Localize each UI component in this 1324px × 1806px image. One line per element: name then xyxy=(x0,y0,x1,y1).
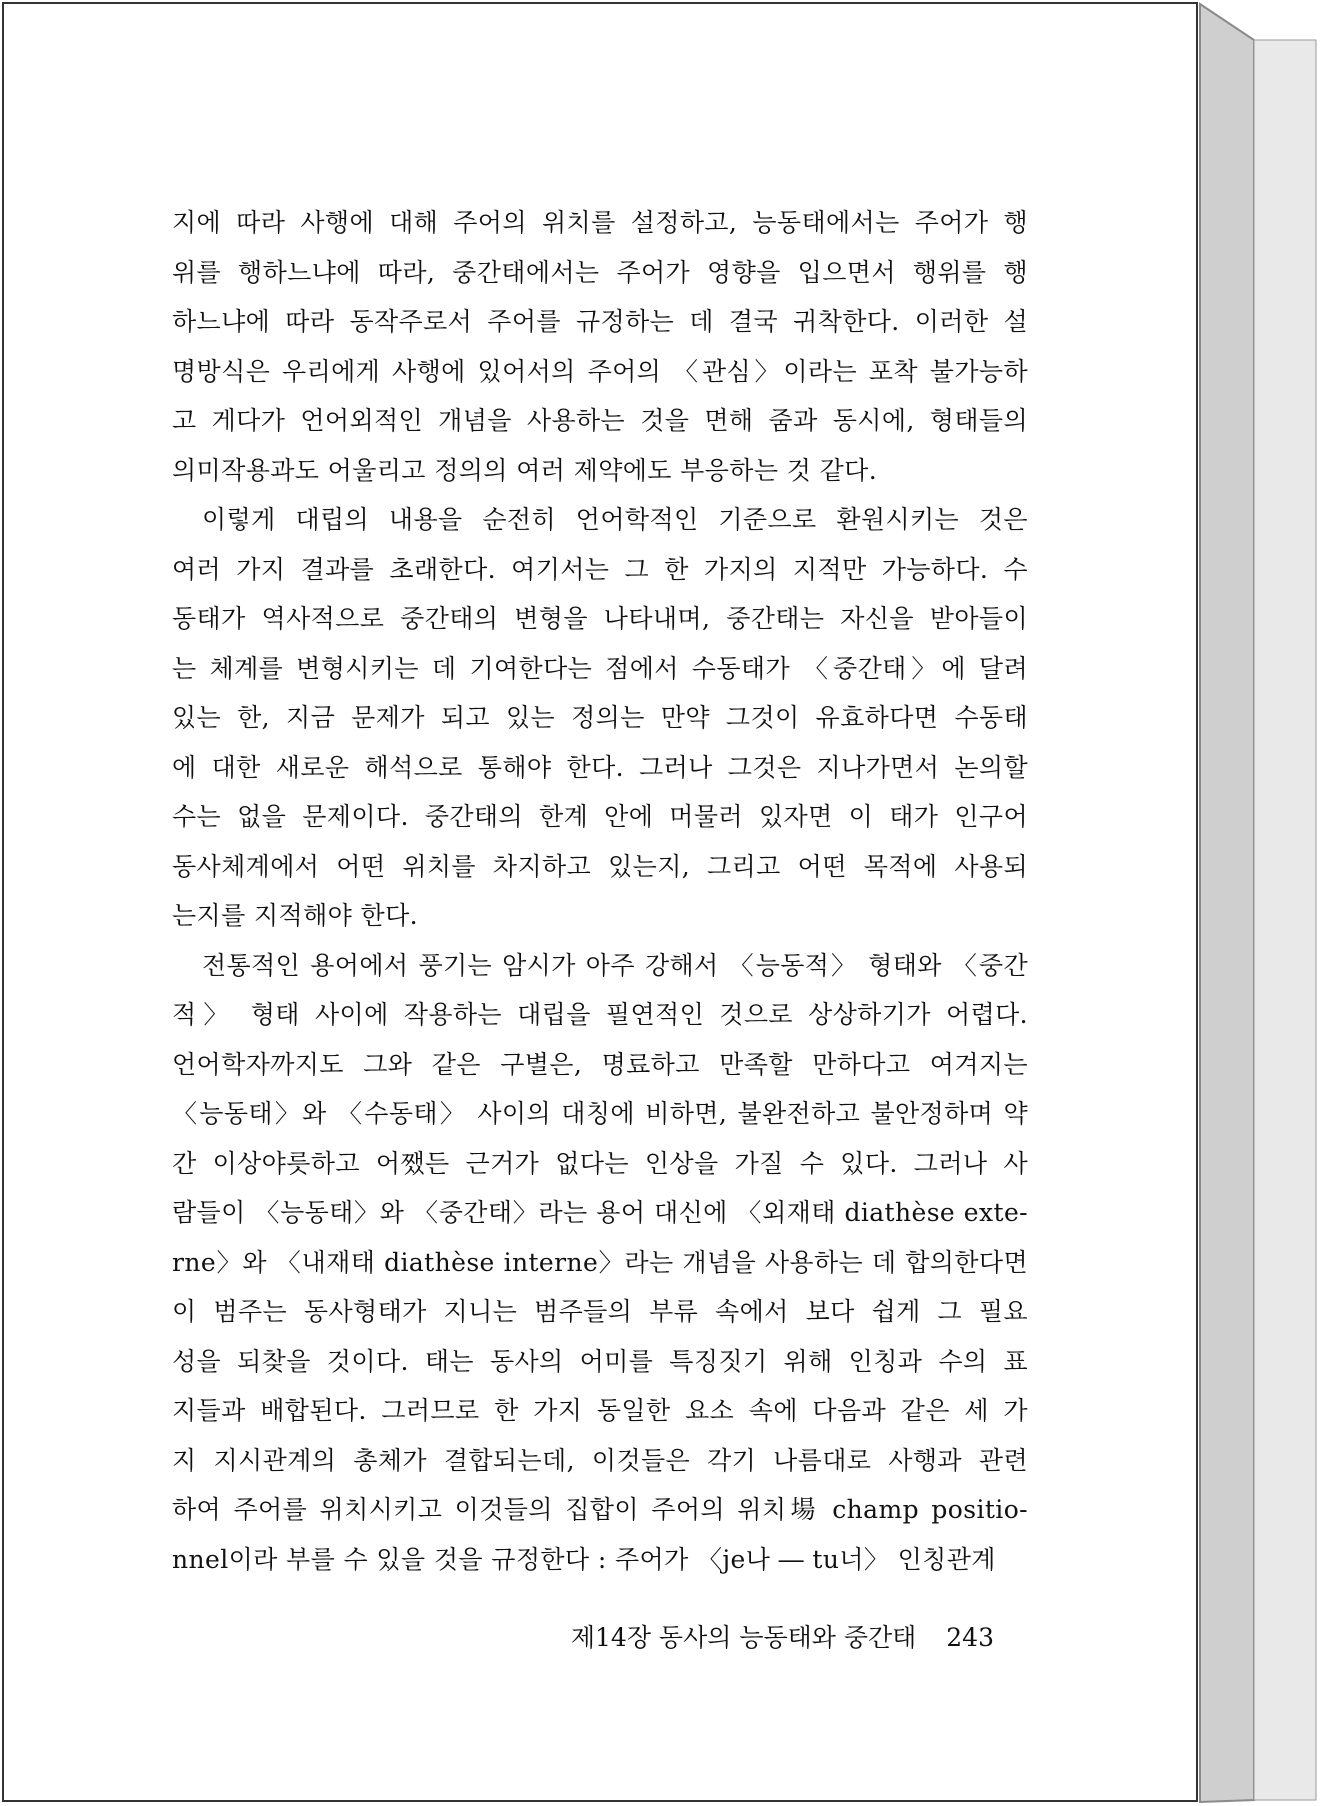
chapter-title: 제14장 동사의 능동태와 중간태 xyxy=(570,1623,917,1652)
text-line: 는 체계를 변형시키는 데 기여한다는 점에서 수동태가 〈중간태〉에 달려 xyxy=(172,653,1028,683)
text-line: 하느냐에 따라 동작주로서 주어를 규정하는 데 결국 귀착한다. 이러한 설 xyxy=(172,307,1028,336)
text-line: 에 대한 새로운 해석으로 통해야 한다. 그러나 그것은 지나가면서 논의할 xyxy=(172,752,1028,782)
text-line: 하여 주어를 위치시키고 이것들의 집합이 주어의 위치場 champ positio- xyxy=(172,1495,1028,1524)
text-line: 이 범주는 동사형태가 지니는 범주들의 부류 속에서 보다 쉽게 그 필요 xyxy=(172,1297,1028,1326)
text-line: 명방식은 우리에게 사행에 있어서의 주어의 〈관심〉이라는 포착 불가능하 xyxy=(172,356,1028,386)
text-line: 동사체계에서 어떤 위치를 차지하고 있는지, 그리고 어떤 목적에 사용되 xyxy=(172,851,1028,881)
text-line: 고 게다가 언어외적인 개념을 사용하는 것을 면해 줌과 동시에, 형태들의 xyxy=(172,406,1028,435)
body-text xyxy=(172,198,1028,1584)
paragraph xyxy=(172,198,1028,495)
text-line: 지에 따라 사행에 대해 주어의 위치를 설정하고, 능동태에서는 주어가 행 xyxy=(172,208,1028,237)
text-line: 언어학자까지도 그와 같은 구별은, 명료하고 만족할 만하다고 여겨지는 xyxy=(172,1049,1028,1079)
text-line: 〈능동태〉와 〈수동태〉 사이의 대칭에 비하면, 불완전하고 불안정하며 약 xyxy=(172,1099,1028,1128)
text-line: 적〉 형태 사이에 작용하는 대립을 필연적인 것으로 상상하기가 어렵다. xyxy=(172,1000,1028,1029)
text-line: 성을 되찾을 것이다. 태는 동사의 어미를 특징짓기 위해 인칭과 수의 표 xyxy=(172,1346,1028,1376)
page-number: 243 xyxy=(946,1623,994,1652)
text-line: 는지를 지적해야 한다. xyxy=(172,901,418,930)
text-line: 전통적인 용어에서 풍기는 암시가 아주 강해서 〈능동적〉 형태와 〈중간 xyxy=(202,950,1028,980)
text-line: 있는 한, 지금 문제가 되고 있는 정의는 만약 그것이 유효하다면 수동태 xyxy=(172,703,1028,732)
running-footer xyxy=(571,1618,994,1654)
text-line: 동태가 역사적으로 중간태의 변형을 나타내며, 중간태는 자신을 받아들이 xyxy=(172,604,1028,633)
text-line: 여러 가지 결과를 초래한다. 여기서는 그 한 가지의 지적만 가능하다. 수 xyxy=(172,554,1028,584)
text-line: rne〉와 〈내재태 diathèse interne〉라는 개념을 사용하는 데 합의한다면 xyxy=(172,1247,1028,1277)
text-line: 위를 행하느냐에 따라, 중간태에서는 주어가 영향을 입으면서 행위를 행 xyxy=(172,257,1028,287)
text-line: 수는 없을 문제이다. 중간태의 한계 안에 머물러 있자면 이 태가 인구어 xyxy=(172,802,1028,831)
text-line: 지 지시관계의 총체가 결합되는데, 이것들은 각기 나름대로 사행과 관련 xyxy=(172,1445,1028,1475)
text-line: 간 이상야릇하고 어쨌든 근거가 없다는 인상을 가질 수 있다. 그러나 사 xyxy=(172,1148,1028,1178)
paragraph xyxy=(172,941,1028,1585)
text-line: 의미작용과도 어울리고 정의의 여러 제약에도 부응하는 것 같다. xyxy=(172,455,878,485)
text-line: nnel이라 부를 수 있을 것을 규정한다 : 주어가 〈je나 ― tu너〉 인칭관계 xyxy=(172,1544,996,1574)
paragraph xyxy=(172,495,1028,941)
text-line: 이렇게 대립의 내용을 순전히 언어학적인 기준으로 환원시키는 것은 xyxy=(202,505,1028,534)
text-line: 지들과 배합된다. 그러므로 한 가지 동일한 요소 속에 다음과 같은 세 가 xyxy=(172,1396,1028,1425)
book-page-edge xyxy=(1196,0,1324,1806)
text-line: 람들이 〈능동태〉와 〈중간태〉라는 용어 대신에 〈외재태 diathèse exte- xyxy=(172,1198,1028,1227)
